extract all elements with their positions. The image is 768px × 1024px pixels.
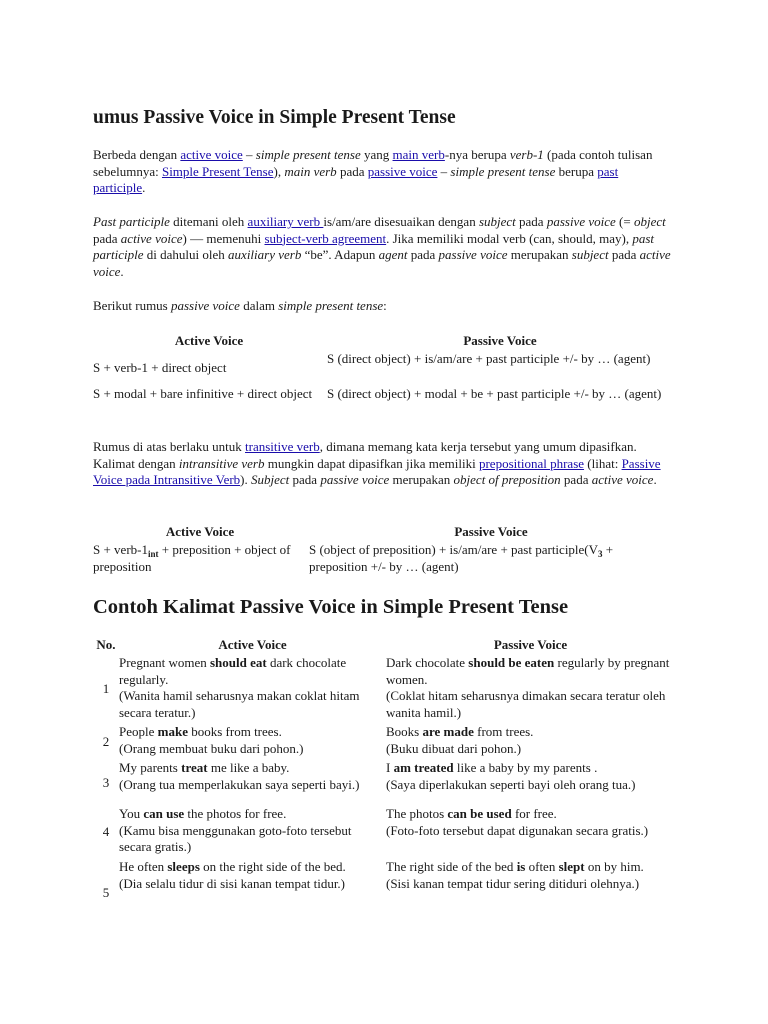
col-header-no: No. — [96, 637, 116, 652]
sentence-text: People — [119, 724, 158, 739]
row-number: 4 — [102, 824, 110, 840]
intransitive-active-formula: S + verb-$1_{int}$ + preposition + object of preposition — [93, 542, 291, 574]
sentence-text: books from trees. — [187, 724, 282, 739]
translation: (Kamu bisa menggunakan goto-foto tersebut secara gratis.) — [119, 822, 352, 854]
passive-sentence-cell — [386, 859, 675, 927]
passive-sentence-cell — [386, 655, 675, 724]
sentence-text: Dark chocolate — [386, 655, 469, 670]
sentence-text: the photos for free. — [184, 806, 287, 821]
verb-phrase: slept — [558, 859, 585, 874]
table-row — [93, 806, 675, 859]
verb-phrase: should be eaten — [468, 655, 555, 670]
link-active-voice[interactable]: active voice — [180, 147, 243, 162]
sentence-text: Books — [386, 724, 423, 739]
link-transitive-verb[interactable]: transitive verb — [245, 439, 320, 454]
passive-sentence-cell — [386, 760, 675, 806]
link-past-participle[interactable]: past participle — [93, 163, 619, 195]
sentence-text: often — [525, 859, 559, 874]
table-row — [93, 859, 675, 927]
active-sentence-cell — [119, 655, 386, 724]
sentence-text: He often — [119, 859, 168, 874]
passive-sentence-cell — [386, 724, 675, 760]
sentence-text: The right side of the bed — [386, 859, 517, 874]
row-number: 1 — [102, 681, 110, 697]
formula-passive-2: S (direct object) + modal + be + past participle +/- by … (agent) — [327, 386, 662, 401]
col-header-active: Active Voice — [218, 637, 287, 652]
translation: (Wanita hamil seharusnya makan coklat hitam secara teratur.) — [119, 688, 360, 720]
formula-table — [93, 333, 673, 403]
verb-phrase: can use — [143, 806, 185, 821]
link-main-verb[interactable]: main verb — [392, 147, 445, 162]
sentence-text: from trees. — [473, 724, 534, 739]
verb-phrase: should eat — [209, 655, 267, 670]
sentence-text: me like a baby. — [207, 760, 290, 775]
formula-active-1: S + verb-1 + direct object — [93, 360, 227, 376]
sentence-text: like a baby by my parents . — [453, 760, 598, 775]
col-header-passive: Passive Voice — [463, 333, 537, 348]
sentence-text: regularly by pregnant women. — [386, 655, 670, 687]
col-header-passive: Passive Voice — [493, 637, 568, 652]
sentence-text: dark chocolate regularly. — [119, 655, 347, 687]
link-prepositional-phrase[interactable]: prepositional phrase — [478, 455, 585, 471]
passive-sentence-cell — [386, 806, 675, 859]
table-row — [93, 724, 675, 760]
examples-table — [93, 637, 675, 927]
verb-phrase: is — [516, 859, 526, 874]
verb-phrase: make — [157, 724, 188, 739]
sentence-text: on by him. — [584, 859, 644, 874]
sentence-text: The photos — [386, 806, 448, 821]
verb-phrase: sleeps — [167, 859, 200, 874]
auxiliary-paragraph: Past participle ditemani oleh auxiliary verb is/am/are disesuaikan dengan subject pada passive voice (= object pada active voice) — memenuhi subject-verb agreement. Jika memiliki modal verb (can, should, may), past participle di dahului oleh auxiliary verb “be”. Adapun agent pada passive voice merupakan subject pada active voice. — [93, 214, 671, 279]
col-header-active: Active Voice — [165, 524, 235, 539]
intransitive-paragraph: Rumus di atas berlaku untuk transitive verb, dimana memang kata kerja tersebut yang umum dipasifkan. Kalimat dengan intransitive verb mungkin dapat dipasifkan jika memiliki prepositional phrase (lihat: Passive Voice pada Intransitive Verb). Subject pada passive voice merupakan object of preposition pada active voice. — [93, 439, 661, 487]
row-number: 2 — [102, 733, 110, 749]
section-title: umus Passive Voice in Simple Present Tense — [93, 107, 456, 128]
verb-phrase: are made — [422, 724, 474, 739]
translation: (Dia selalu tidur di sisi kanan tempat tidur.) — [119, 875, 346, 891]
translation: (Buku dibuat dari pohon.) — [386, 740, 522, 756]
row-number: 3 — [102, 774, 110, 790]
link-auxiliary-verb[interactable]: auxiliary verb — [247, 214, 324, 229]
intro-paragraph: Berbeda dengan active voice – simple present tense yang main verb-nya berupa verb-1 (pada contoh tulisan sebelumnya: Simple Present Tense), main verb pada passive voice – simple present tense berupa past participle. — [93, 147, 653, 195]
link-passive-voice[interactable]: passive voice — [367, 163, 438, 179]
translation: (Sisi kanan tempat tidur sering ditiduri olehnya.) — [386, 875, 640, 891]
verb-phrase: treat — [181, 760, 208, 775]
sentence-text: Pregnant women — [119, 655, 210, 670]
table-row — [93, 760, 675, 806]
active-sentence-cell — [119, 760, 386, 806]
sentence-text: for free. — [511, 806, 557, 821]
verb-phrase: can be used — [447, 806, 512, 821]
row-number: 5 — [102, 884, 110, 900]
formula-passive-1: S (direct object) + is/am/are + past participle +/- by … (agent) — [327, 351, 651, 366]
table-row — [93, 655, 675, 724]
link-simple-present-tense[interactable]: Simple Present Tense — [161, 163, 274, 179]
sentence-text: You — [119, 806, 144, 821]
active-sentence-cell — [119, 724, 386, 760]
verb-phrase: am treated — [393, 760, 454, 775]
translation: (Foto-foto tersebut dapat digunakan secara gratis.) — [386, 822, 649, 838]
intransitive-formula-table — [93, 524, 673, 575]
sentence-text: I — [386, 760, 394, 775]
active-sentence-cell — [119, 806, 386, 859]
sentence-text: My parents — [119, 760, 182, 775]
link-subject-verb-agreement[interactable]: subject-verb agreement — [264, 230, 387, 246]
examples-title: Contoh Kalimat Passive Voice in Simple Present Tense — [93, 596, 569, 618]
active-sentence-cell — [119, 859, 386, 927]
link-passive-voice-intransitive[interactable]: Passive Voice pada Intransitive Verb — [93, 455, 661, 487]
formula-intro: Berikut rumus passive voice dalam simple present tense: — [93, 298, 387, 313]
translation: (Orang membuat buku dari pohon.) — [119, 740, 304, 756]
translation: (Coklat hitam seharusnya dimakan secara teratur oleh wanita hamil.) — [386, 688, 666, 720]
col-header-active: Active Voice — [174, 333, 244, 348]
translation: (Orang tua memperlakukan saya seperti bayi.) — [119, 776, 360, 792]
col-header-passive: Passive Voice — [454, 524, 528, 539]
formula-active-2: S + modal + bare infinitive + direct object — [93, 386, 313, 401]
intransitive-passive-formula: S (object of preposition) + is/am/are + past $participle(V_3$ + preposition +/- by … (agent) — [309, 542, 614, 574]
sentence-text: on the right side of the bed. — [199, 859, 346, 874]
translation: (Saya diperlakukan seperti bayi oleh orang tua.) — [386, 776, 636, 792]
